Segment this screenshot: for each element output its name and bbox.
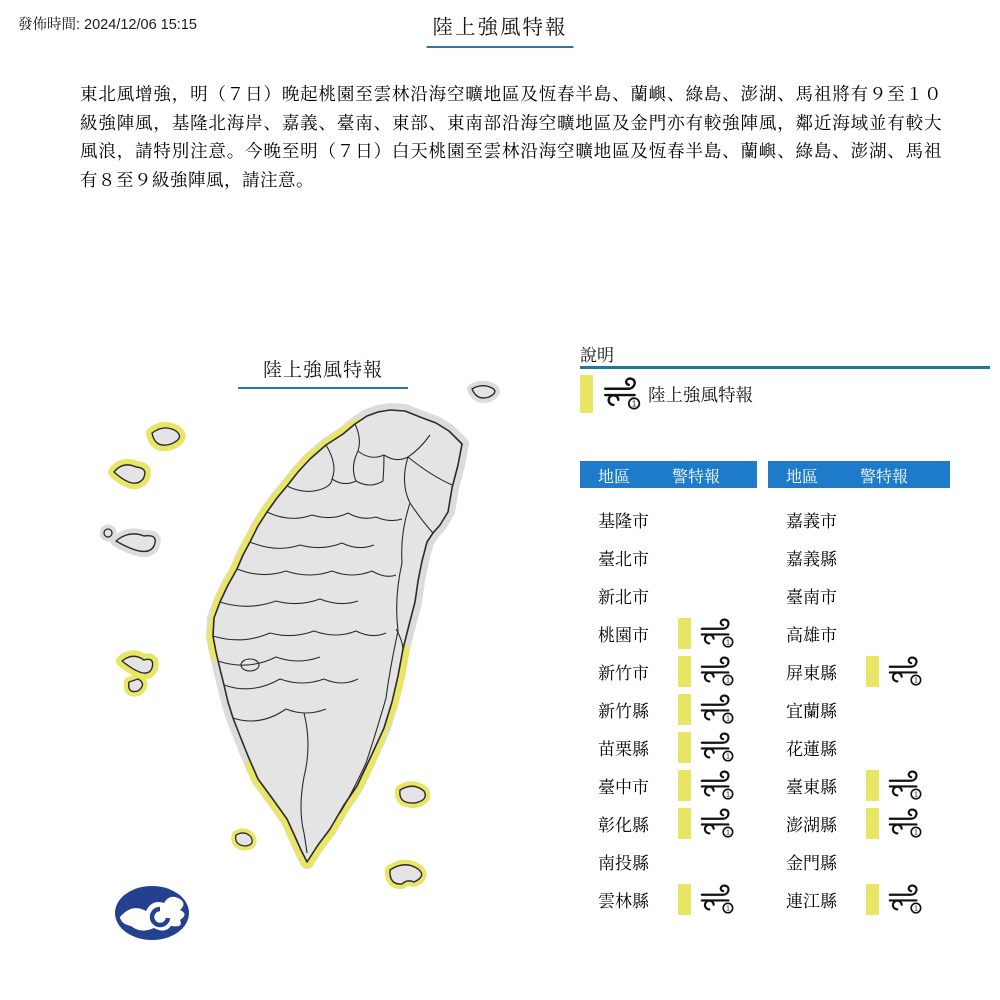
wind-icon (698, 656, 736, 687)
alert-indicator (678, 617, 736, 649)
region-label: 宜蘭縣 (786, 701, 837, 721)
advisory-description: 東北風增強，明（７日）晚起桃園至雲林沿海空曠地區及恆春半島、蘭嶼、綠島、澎湖、馬祖將有９至１０級強陣風，基隆北海岸、嘉義、臺南、東部、東南部沿海空曠地區及金門亦有較強陣風，鄰近海域並有較大風浪，請特別注意。今晚至明（７日）白天桃園至雲林沿海空曠地區及恆春半島、蘭嶼、綠島、澎湖、馬祖有８至９級強陣風，請注意。 (80, 84, 942, 190)
table-row (768, 614, 950, 652)
table-row (768, 804, 950, 842)
warning-swatch (866, 884, 879, 915)
table-row (580, 842, 757, 880)
table-row (768, 652, 950, 690)
header-alert: 警特報 (860, 469, 909, 486)
header-region: 地區 (598, 469, 631, 486)
alert-indicator (866, 883, 924, 915)
map-title: 陸上強風特報 (238, 355, 408, 389)
page-title: 陸上強風特報 (427, 10, 574, 48)
warning-swatch (580, 375, 593, 413)
taiwan-map (100, 373, 560, 973)
region-alert-table-left (580, 461, 757, 911)
legend-heading: 說明 (580, 346, 614, 365)
table-row (580, 690, 757, 728)
region-label: 屏東縣 (786, 663, 837, 683)
wind-icon (698, 732, 736, 763)
region-label: 嘉義市 (786, 511, 837, 531)
region-label: 花蓮縣 (786, 739, 837, 759)
wind-icon (698, 808, 736, 839)
alert-indicator (866, 807, 924, 839)
region-label: 南投縣 (598, 853, 649, 873)
region-alert-table-right (768, 461, 950, 911)
table-row (580, 652, 757, 690)
warning-swatch (678, 618, 691, 649)
cwb-logo (115, 886, 189, 940)
wind-icon (698, 770, 736, 801)
region-label: 桃園市 (598, 625, 649, 645)
warning-swatch (866, 656, 879, 687)
publish-time: 發佈時間: 2024/12/06 15:15 (18, 17, 197, 33)
region-label: 基隆市 (598, 511, 649, 531)
alert-indicator (678, 769, 736, 801)
region-label: 澎湖縣 (786, 815, 837, 835)
legend-item (580, 375, 753, 413)
wind-icon (886, 884, 924, 915)
warning-swatch (866, 808, 879, 839)
table-row (580, 804, 757, 842)
table-row (768, 538, 950, 576)
wind-icon (601, 377, 643, 411)
alert-indicator (866, 769, 924, 801)
table-row (768, 576, 950, 614)
wind-icon (886, 770, 924, 801)
table-row (768, 880, 950, 918)
region-label: 臺東縣 (786, 777, 837, 797)
wind-icon (698, 618, 736, 649)
table-row (768, 690, 950, 728)
table-row (580, 500, 757, 538)
table-row (580, 576, 757, 614)
table-header (768, 461, 950, 488)
region-label: 高雄市 (786, 625, 837, 645)
region-label: 連江縣 (786, 891, 837, 911)
alert-indicator (866, 655, 924, 687)
wind-icon (698, 884, 736, 915)
table-row (580, 538, 757, 576)
legend-rule (580, 366, 990, 369)
table-row (768, 728, 950, 766)
warning-swatch (678, 884, 691, 915)
alert-indicator (678, 655, 736, 687)
region-label: 新竹縣 (598, 701, 649, 721)
region-label: 嘉義縣 (786, 549, 837, 569)
wind-icon (886, 808, 924, 839)
header-region: 地區 (786, 469, 819, 486)
header-alert: 警特報 (672, 469, 721, 486)
legend-label: 陸上強風特報 (648, 384, 753, 405)
table-row (580, 614, 757, 652)
table-row (768, 766, 950, 804)
warning-swatch (678, 808, 691, 839)
alert-indicator (678, 807, 736, 839)
warning-swatch (866, 770, 879, 801)
warning-swatch (678, 656, 691, 687)
warning-swatch (678, 694, 691, 725)
region-label: 雲林縣 (598, 891, 649, 911)
region-label: 臺北市 (598, 549, 649, 569)
warning-swatch (678, 770, 691, 801)
table-header (580, 461, 757, 488)
region-label: 新竹市 (598, 663, 649, 683)
region-label: 彰化縣 (598, 815, 649, 835)
wind-icon (886, 656, 924, 687)
region-label: 新北市 (598, 587, 649, 607)
warning-swatch (678, 732, 691, 763)
alert-indicator (678, 731, 736, 763)
wind-icon (698, 694, 736, 725)
table-row (580, 728, 757, 766)
table-row (768, 842, 950, 880)
region-label: 金門縣 (786, 853, 837, 873)
alert-indicator (678, 883, 736, 915)
table-row (580, 880, 757, 918)
region-label: 臺南市 (786, 587, 837, 607)
region-label: 苗栗縣 (598, 739, 649, 759)
table-row (768, 500, 950, 538)
alert-indicator (678, 693, 736, 725)
table-row (580, 766, 757, 804)
region-label: 臺中市 (598, 777, 649, 797)
